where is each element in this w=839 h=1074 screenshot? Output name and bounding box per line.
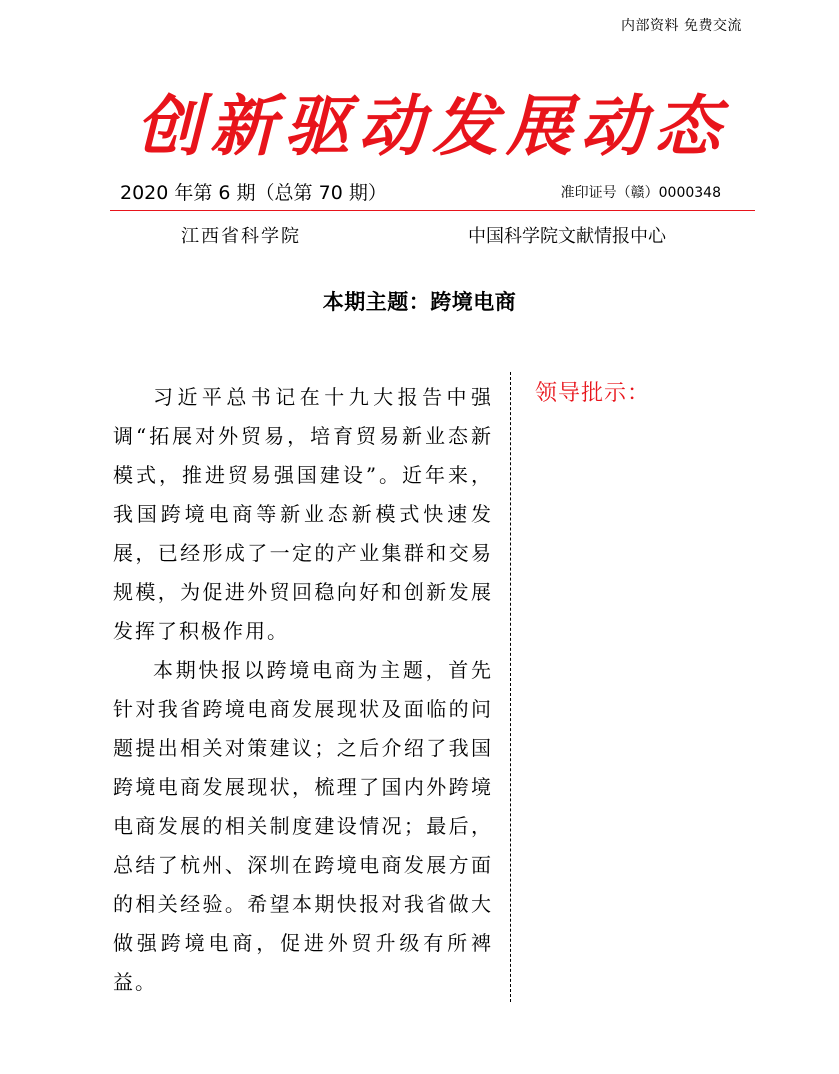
publication-masthead: 创新驱动发展动态 — [136, 87, 728, 165]
print-permit-number: 准印证号（赣）0000348 — [560, 185, 721, 201]
column-divider — [510, 372, 511, 1002]
issue-topic: 本期主题：跨境电商 — [322, 290, 517, 314]
leader-instructions-label: 领导批示： — [535, 381, 651, 406]
body-paragraph-2: 本期快报以跨境电商为主题，首先针对我省跨境电商发展现状及面临的问题提出相关对策建议；之后介绍了我国跨境电商发展现状，梳理了国内外跨境电商发展的相关制度建设情况；最后，总结了杭州、深圳在跨境电商发展方面的相关经验。希望本期快报对我省做大做强跨境电商，促进外贸升级有所裨益。 — [113, 658, 493, 994]
body-paragraph-1: 习近平总书记在十九大报告中强调“拓展对外贸易，培育贸易新业态新模式，推进贸易强国建设”。近年来，我国跨境电商等新业态新模式快速发展，已经形成了一定的产业集群和交易规模，为促进外贸回稳向好和创新发展发挥了积极作用。 — [113, 385, 493, 643]
issue-number: 2020 年第 6 期（总第 70 期） — [120, 182, 387, 204]
organization-right: 中国科学院文献情报中心 — [468, 226, 666, 247]
confidentiality-note: 内部资料 免费交流 — [621, 18, 742, 34]
organization-left: 江西省科学院 — [181, 226, 301, 247]
header-divider — [110, 210, 755, 211]
body-text — [113, 378, 493, 1002]
